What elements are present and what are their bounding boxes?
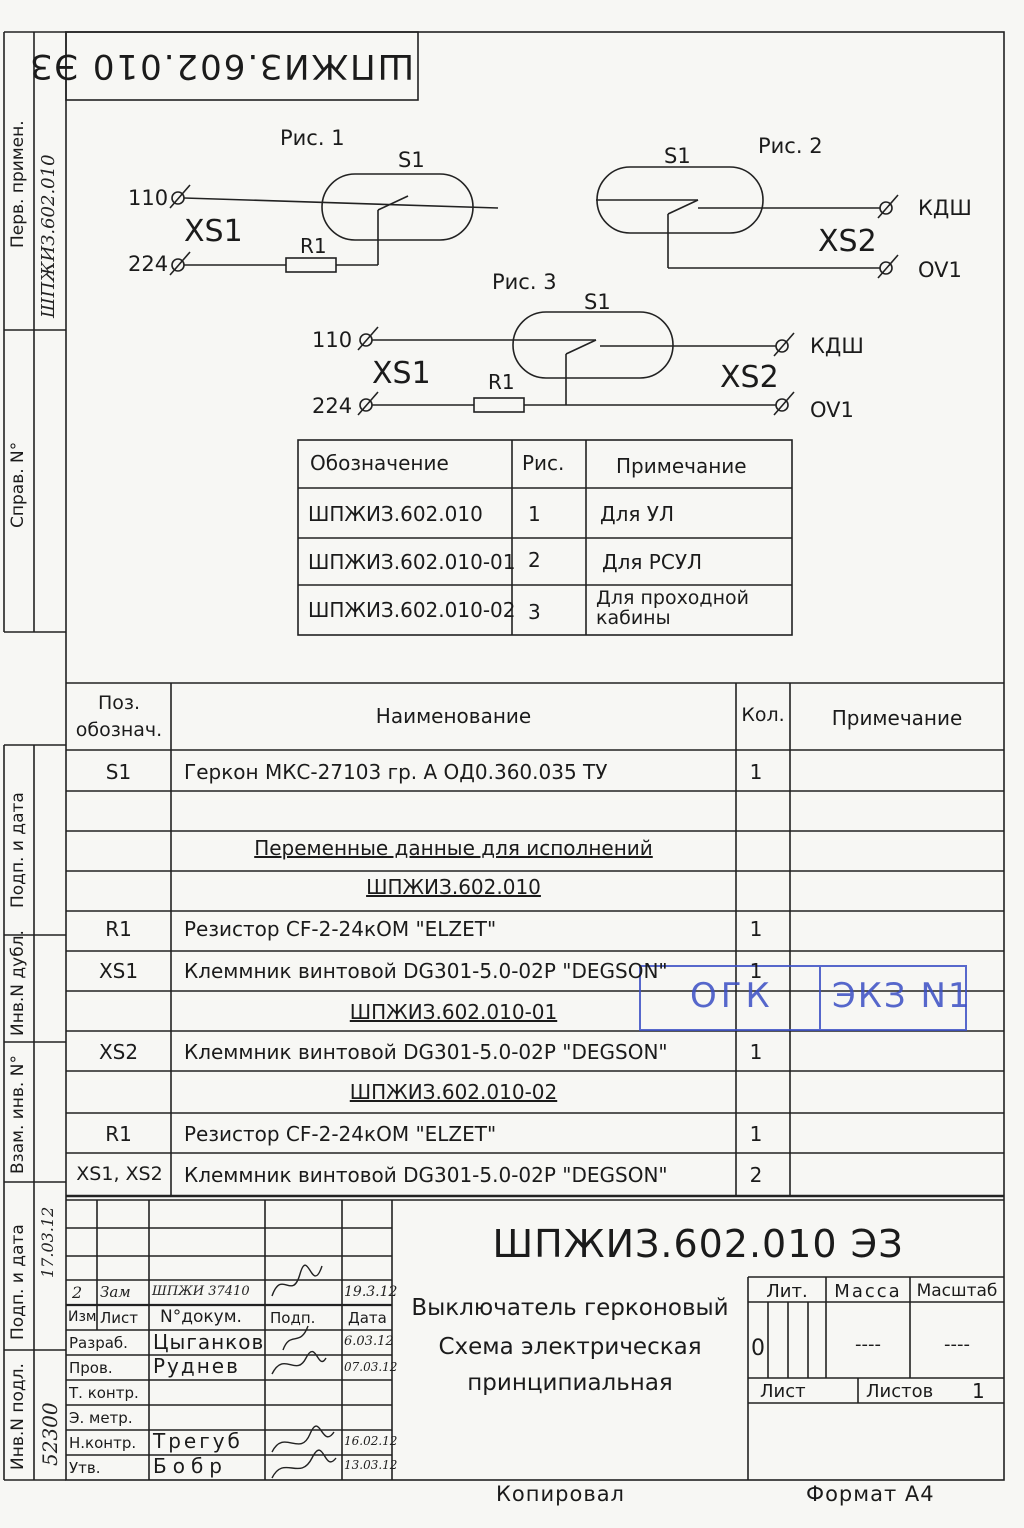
change-doc: ШПЖИ 37410 [152, 1284, 250, 1299]
sheet-label: Лист [760, 1381, 806, 1402]
footer-format: Формат А4 [806, 1482, 935, 1506]
scale-value: ---- [944, 1334, 970, 1355]
parts-row-qty: 2 [749, 1163, 763, 1187]
role-utv-date: 13.03.12 [344, 1458, 398, 1472]
role-razrab-date: 6.03.12 [344, 1334, 394, 1349]
header-list: Лист [100, 1309, 139, 1327]
header-sign: Подп. [270, 1309, 316, 1327]
blue-stamp-right: ЭКЗ N1 [832, 976, 972, 1016]
change-list: Зам [100, 1283, 131, 1301]
parts-section-heading: Переменные данные для исполнений [254, 836, 653, 860]
role-n-kontr-date: 16.02.12 [344, 1434, 398, 1448]
variants-row1-designation: ШПЖИЗ.602.010 [308, 502, 483, 526]
fig2-terminal-ov1: OV1 [918, 258, 962, 282]
header-izm: Изм [68, 1309, 97, 1325]
change-izm: 2 [72, 1283, 83, 1302]
parts-header-name: Наименование [375, 704, 532, 728]
fig3-xs1-label: XS1 [372, 356, 431, 391]
side-inv-podl-value: 52300 [38, 1402, 62, 1466]
fig3-r1-label: R1 [488, 370, 515, 394]
sheets-label: Листов [866, 1381, 934, 1402]
fig1-terminal-224: 224 [128, 252, 169, 276]
variants-header-note: Примечание [616, 454, 747, 478]
role-n-kontr: Н.контр. [69, 1434, 137, 1452]
fig3-xs2-label: XS2 [720, 360, 779, 395]
role-n-kontr-name: Трегуб [153, 1429, 243, 1453]
parts-row-qty: 1 [749, 1040, 763, 1064]
scale-label: Масштаб [916, 1281, 998, 1301]
title-line-2: Схема электрическая [438, 1334, 702, 1360]
variants-row3-designation: ШПЖИЗ.602.010-02 [308, 598, 516, 622]
side-vzam-inv: Взам. инв. N° [8, 1055, 28, 1174]
parts-row-pos: S1 [105, 760, 132, 784]
parts-header-qty: Кол. [741, 704, 785, 726]
mass-value: ---- [855, 1334, 881, 1355]
parts-row-pos: XS1 [98, 959, 139, 983]
parts-row-name: Клеммник винтовой DG301-5.0-02P "DEGSON" [184, 959, 668, 983]
parts-row-qty: 1 [749, 1122, 763, 1146]
role-t-kontr: Т. контр. [69, 1384, 139, 1402]
parts-variant-010-02: ШПЖИЗ.602.010-02 [349, 1080, 558, 1104]
fig2-xs2-label: XS2 [818, 224, 877, 259]
header-doc: N°докум. [160, 1307, 242, 1327]
role-e-metr: Э. метр. [69, 1409, 133, 1427]
side-perv-primen: Перв. примен. [8, 120, 28, 248]
parts-row-name: Геркон МКС-27103 гр. А ОД0.360.035 ТУ [184, 760, 608, 784]
role-razrab: Разраб. [69, 1334, 128, 1352]
side-inv-podl: Инв.N подл. [8, 1363, 28, 1470]
role-razrab-name: Цыганков [153, 1330, 265, 1354]
parts-row-qty: 1 [749, 760, 763, 784]
parts-row-pos: XS1, XS2 [76, 1163, 163, 1185]
fig2-s1-label: S1 [664, 144, 691, 168]
variants-row1-fig: 1 [528, 502, 541, 526]
fig1-s1-label: S1 [398, 148, 425, 172]
parts-row-name: Резистор CF-2-24кОМ "ELZET" [184, 917, 497, 941]
header-date: Дата [348, 1309, 387, 1327]
parts-row-qty: 1 [749, 917, 763, 941]
role-prov-name: Руднев [153, 1354, 240, 1378]
fig2-schematic [596, 167, 898, 278]
parts-row-pos: R1 [105, 917, 132, 941]
variants-row1-note: Для УЛ [600, 502, 675, 526]
role-prov-date: 07.03.12 [344, 1360, 398, 1374]
parts-row-name: Резистор CF-2-24кОМ "ELZET" [184, 1122, 497, 1146]
lit-label: Лит. [766, 1281, 808, 1302]
role-utv-name: Бобр [153, 1454, 228, 1478]
title-doc-number: ШПЖИЗ.602.010 ЭЗ [492, 1222, 904, 1266]
parts-row-pos: XS2 [98, 1040, 139, 1064]
parts-row-name: Клеммник винтовой DG301-5.0-02P "DEGSON" [184, 1163, 668, 1187]
variants-row3-note: Для проходной кабины [596, 587, 749, 629]
variants-header-fig: Рис. [522, 451, 565, 475]
title-line-1: Выключатель герконовый [411, 1295, 729, 1321]
fig3-terminal-224: 224 [312, 394, 353, 418]
sheets-value: 1 [972, 1379, 985, 1403]
lit-value: 0 [751, 1336, 765, 1361]
side-podp-data-2: Подп. и дата [8, 1224, 28, 1340]
mass-label: Масса [834, 1281, 902, 1302]
fig3-terminal-110: 110 [312, 328, 353, 352]
side-inv-dubl: Инв.N дубл. [8, 930, 28, 1036]
fig3-title: Рис. 3 [492, 270, 557, 294]
footer-copied: Копировал [496, 1482, 625, 1506]
parts-header-pos: Поз. обознач. [75, 692, 163, 741]
variants-row2-fig: 2 [528, 548, 541, 572]
variants-row2-designation: ШПЖИЗ.602.010-01 [308, 550, 516, 574]
parts-row-name: Клеммник винтовой DG301-5.0-02P "DEGSON" [184, 1040, 668, 1064]
fig1-title: Рис. 1 [280, 126, 345, 150]
fig2-title: Рис. 2 [758, 134, 823, 158]
fig3-terminal-ov1: OV1 [810, 398, 854, 422]
parts-row-pos: R1 [105, 1122, 132, 1146]
side-podp-data-2-value: 17.03.12 [38, 1206, 57, 1278]
fig1-r1-label: R1 [300, 234, 327, 258]
role-utv: Утв. [69, 1459, 101, 1477]
top-stamp-text: ШПЖИЗ.602.010 ЭЗ [28, 46, 414, 86]
variants-row3-fig: 3 [528, 600, 541, 624]
fig3-terminal-kdsh: КДШ [810, 334, 864, 358]
parts-row-qty: 1 [749, 959, 763, 983]
variants-row2-note: Для РСУЛ [602, 550, 703, 574]
side-sprav-no: Справ. N° [8, 441, 28, 528]
parts-variant-010: ШПЖИЗ.602.010 [366, 875, 541, 899]
side-podp-data-1: Подп. и дата [8, 792, 28, 908]
parts-header-note: Примечание [831, 706, 963, 730]
fig2-terminal-kdsh: КДШ [918, 196, 972, 220]
side-perv-primen-value: ШПЖИЗ.602.010 [38, 154, 59, 318]
fig1-xs1-label: XS1 [184, 214, 243, 249]
parts-variant-010-01: ШПЖИЗ.602.010-01 [349, 1000, 558, 1024]
fig1-terminal-110: 110 [128, 186, 169, 210]
role-prov: Пров. [69, 1359, 113, 1377]
title-line-3: принципиальная [467, 1370, 673, 1396]
blue-stamp-left: ОГК [690, 976, 774, 1016]
fig3-s1-label: S1 [584, 290, 611, 314]
signatures [272, 1265, 336, 1478]
variants-header-designation: Обозначение [310, 451, 449, 475]
change-date: 19.3.12 [344, 1284, 398, 1300]
